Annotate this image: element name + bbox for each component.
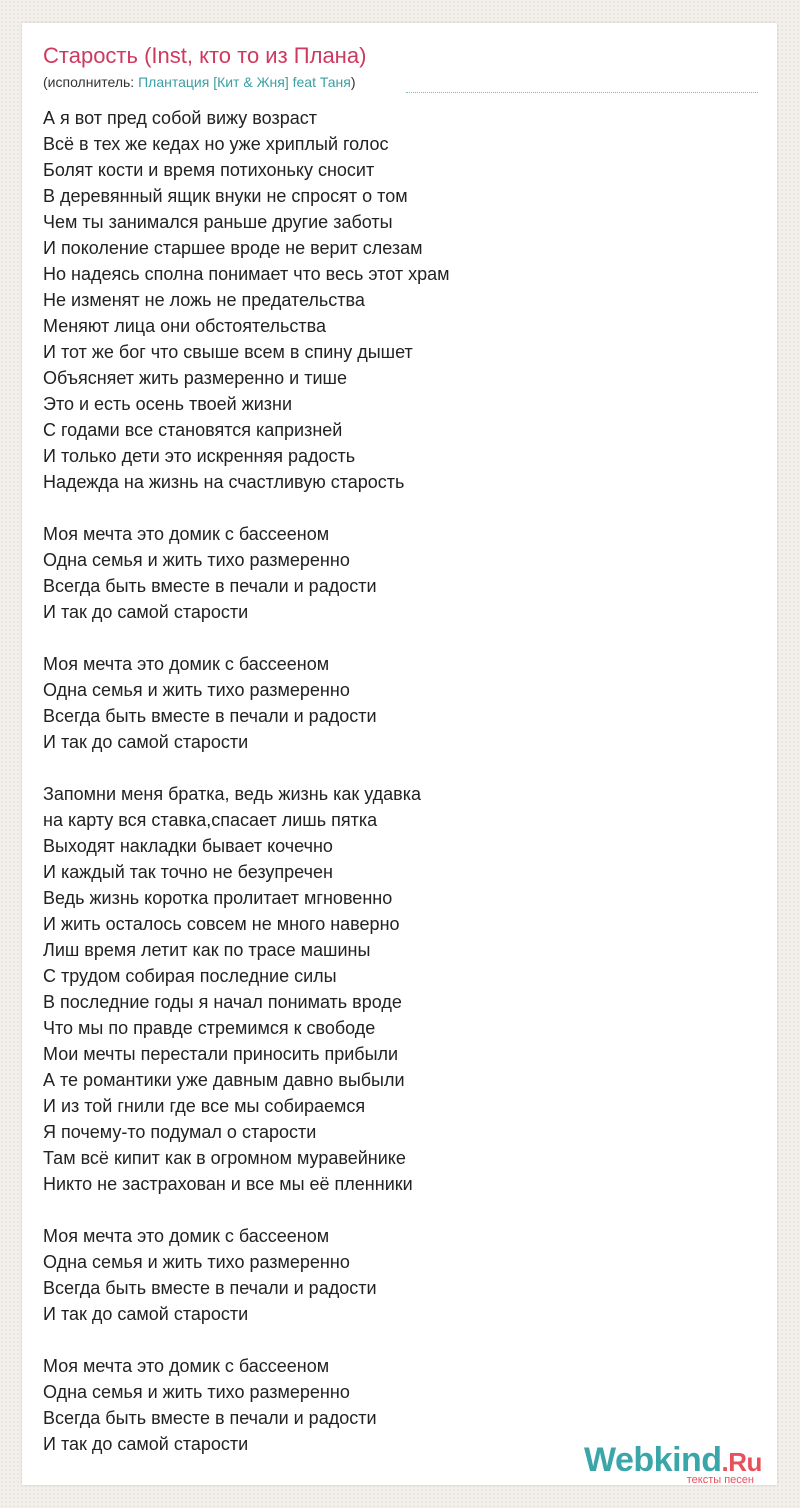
lyric-line: Объясняет жить размеренно и тише: [43, 368, 347, 388]
lyric-line: И только дети это искренняя радость: [43, 446, 356, 466]
artist-link[interactable]: Плантация [Кит & Жня] feat Таня: [138, 74, 351, 90]
lyric-line: Всё в тех же кедах но уже хриплый голос: [43, 134, 389, 154]
title-divider: [406, 92, 758, 93]
lyric-line: В последние годы я начал понимать вроде: [43, 992, 402, 1012]
artist-suffix: ): [350, 74, 356, 90]
lyric-line: Всегда быть вместе в печали и радости: [43, 1408, 377, 1428]
lyric-line: Моя мечта это домик с бассееном: [43, 654, 330, 674]
lyric-line: Выходят накладки бывает кочечно: [43, 836, 333, 856]
lyric-line: Не изменят не ложь не предательства: [43, 290, 365, 310]
lyric-line: Моя мечта это домик с бассееном: [43, 1226, 330, 1246]
lyric-line: Всегда быть вместе в печали и радости: [43, 706, 377, 726]
stanza-break: [43, 755, 763, 781]
lyric-line: И каждый так точно не безупречен: [43, 862, 333, 882]
lyric-line: Одна семья и жить тихо размеренно: [43, 680, 350, 700]
lyric-line: Моя мечта это домик с бассееном: [43, 1356, 330, 1376]
lyric-line: Надежда на жизнь на счастливую старость: [43, 472, 405, 492]
artist-prefix: (исполнитель:: [43, 74, 139, 90]
lyric-line: Лиш время летит как по трасе машины: [43, 940, 371, 960]
artist-line: [43, 73, 356, 91]
stanza-break: [43, 625, 763, 651]
lyric-line: И так до самой старости: [43, 602, 249, 622]
lyric-line: Запомни меня братка, ведь жизнь как удавка: [43, 784, 421, 804]
stanza-break: [43, 495, 763, 521]
song-title: Старость (Inst, кто то из Плана): [43, 43, 367, 68]
lyric-line: Ведь жизнь коротка пролитает мгновенно: [43, 888, 393, 908]
lyric-line: А я вот пред собой вижу возраст: [43, 108, 317, 128]
lyric-line: Одна семья и жить тихо размеренно: [43, 1252, 350, 1272]
lyric-line: Никто не застрахован и все мы её пленники: [43, 1174, 413, 1194]
lyrics-body: [43, 105, 763, 1457]
lyric-line: И поколение старшее вроде не верит слезам: [43, 238, 423, 258]
stanza-break: [43, 1327, 763, 1353]
lyric-line: Всегда быть вместе в печали и радости: [43, 576, 377, 596]
lyric-line: И тот же бог что свыше всем в спину дышет: [43, 342, 413, 362]
lyric-line: С годами все становятся капризней: [43, 420, 343, 440]
lyric-line: В деревянный ящик внуки не спросят о том: [43, 186, 408, 206]
lyric-line: Но надеясь сполна понимает что весь этот храм: [43, 264, 450, 284]
lyric-line: Болят кости и время потихоньку сносит: [43, 160, 375, 180]
lyric-line: И из той гнили где все мы собираемся: [43, 1096, 366, 1116]
logo-tld: .Ru: [721, 1447, 762, 1477]
lyric-line: И так до самой старости: [43, 1434, 249, 1454]
logo-tagline: тексты песен: [686, 1474, 754, 1486]
site-logo[interactable]: [584, 1438, 774, 1484]
lyric-line: на карту вся ставка,спасает лишь пятка: [43, 810, 378, 830]
lyric-line: Одна семья и жить тихо размеренно: [43, 550, 350, 570]
lyric-line: Что мы по правде стремимся к свободе: [43, 1018, 376, 1038]
lyric-line: Это и есть осень твоей жизни: [43, 394, 293, 414]
lyric-line: Я почему-то подумал о старости: [43, 1122, 317, 1142]
lyric-line: С трудом собирая последние силы: [43, 966, 337, 986]
lyric-line: Там всё кипит как в огромном муравейнике: [43, 1148, 406, 1168]
lyric-line: Моя мечта это домик с бассееном: [43, 524, 330, 544]
lyric-line: А те романтики уже давным давно выбыли: [43, 1070, 405, 1090]
lyric-line: Меняют лица они обстоятельства: [43, 316, 326, 336]
lyric-line: И жить осталось совсем не много наверно: [43, 914, 400, 934]
stanza-break: [43, 1197, 763, 1223]
lyric-line: И так до самой старости: [43, 1304, 249, 1324]
lyric-line: Всегда быть вместе в печали и радости: [43, 1278, 377, 1298]
lyric-line: Одна семья и жить тихо размеренно: [43, 1382, 350, 1402]
logo-brand: Webkind: [584, 1441, 722, 1479]
lyric-line: Мои мечты перестали приносить прибыли: [43, 1044, 399, 1064]
lyric-line: Чем ты занимался раньше другие заботы: [43, 212, 393, 232]
lyric-line: И так до самой старости: [43, 732, 249, 752]
